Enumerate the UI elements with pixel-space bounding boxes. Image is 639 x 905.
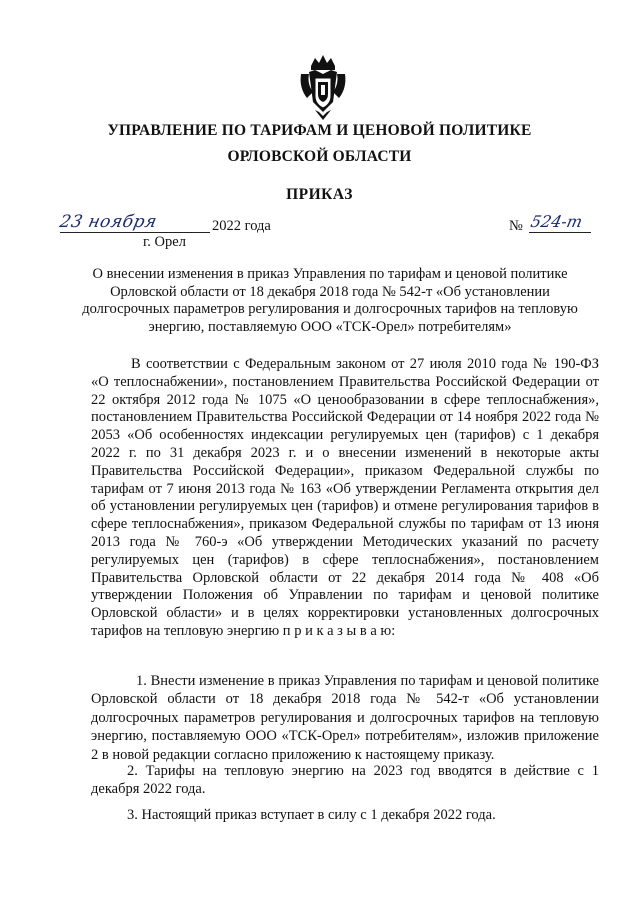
organization-name-line1: УПРАВЛЕНИЕ ПО ТАРИФАМ И ЦЕНОВОЙ ПОЛИТИКЕ [107,122,532,139]
date-year: 2022 года [212,218,271,234]
organization-name-line2: ОРЛОВСКОЙ ОБЛАСТИ [227,148,412,165]
document-type-title: ПРИКАЗ [286,186,353,203]
document-subject: О внесении изменения в приказ Управления по тарифам и ценовой политике Орловской области от 18 декабря 2018 года № 542-т «Об установлении долгосрочных параметров регулирования и долгосрочных тарифов на тепловую энергию, поставляемую ООО «ТСК-Орел» потребителям» [82,266,578,335]
item-2-paragraph: 2. Тарифы на тепловую энергию на 2023 год вводятся в действие с 1 декабря 2022 года. [91,763,599,798]
document-number-field [509,214,599,236]
handwritten-date: 23 ноября [57,212,159,232]
coat-of-arms-icon [297,52,349,124]
item-3-paragraph: 3. Настоящий приказ вступает в силу с 1 декабря 2022 года. [127,807,496,823]
number-sign: № [509,218,523,234]
preamble-paragraph: В соответствии с Федеральным законом от 27 июля 2010 года № 190-ФЗ «О теплоснабжении», постановлением Правительства Российской Федерации от 22 октября 2012 года № 1075 «О ценообразовании в сфере теплоснабжения», постановлением Правительства Российской Федерации от 14 ноября 2022 года № 2053 «Об особенностях индексации регулируемых цен (тарифов) с 1 декабря 2022 г. по 31 декабря 2023 г. и о внесении изменений в некоторые акты Правительства Российской Федерации», приказом Федеральной службы по тарифам от 7 июня 2013 года № 163 «Об утверждении Регламента открытия дел об установлении регулируемых цен (тарифов) и отмене регулирования тарифов в сфере теплоснабжения», приказом Федеральной службы по тарифам от 13 июня 2013 года № 760-э «Об утверждении Методических указаний по расчету регулируемых цен (тарифов) в сфере теплоснабжения», постановлением Правительства Орловской области от 22 декабря 2014 года № 408 «Об утверждении Положения об Управлении по тарифам и ценовой политике Орловской области» и в целях корректировки установленных долгосрочных тарифов на тепловую энергию п р и к а з ы в а ю: [91,356,599,639]
number-underline [529,232,591,233]
item-1-paragraph: 1. Внести изменение в приказ Управления по тарифам и ценовой политике Орловской области от 18 декабря 2018 года № 542-т «Об установлении долгосрочных параметров регулирования и долгосрочных тарифов на тепловую энергию, поставляемую ООО «ТСК-Орел» потребителям», изложив приложение 2 в новой редакции согласно приложению к настоящему приказу. [91,673,599,763]
city-label: г. Орел [143,234,186,250]
date-underline [60,232,210,233]
handwritten-number: 524-т [528,212,585,231]
date-field [57,212,280,236]
